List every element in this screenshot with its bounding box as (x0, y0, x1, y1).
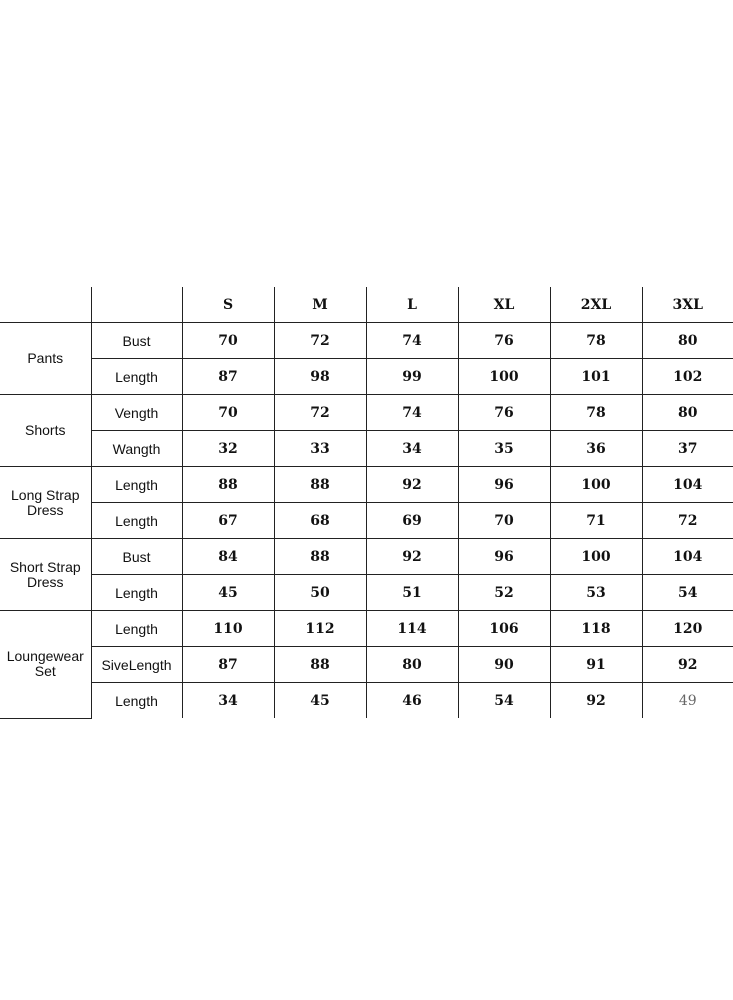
value-cell: 69 (366, 503, 458, 539)
value-cell: 99 (366, 359, 458, 395)
value-cell: 72 (274, 395, 366, 431)
value-cell: 35 (458, 431, 550, 467)
table-row (0, 683, 733, 719)
header-cell (91, 287, 182, 323)
value-cell: 45 (182, 575, 274, 611)
category-short-strap-dress: Short Strap Dress (0, 539, 91, 611)
measure-label: Bust (91, 539, 182, 575)
size-header-3xl: 3XL (642, 287, 733, 323)
value-cell: 112 (274, 611, 366, 647)
value-cell: 110 (182, 611, 274, 647)
value-cell: 53 (550, 575, 642, 611)
size-header-s: S (182, 287, 274, 323)
value-cell: 92 (366, 467, 458, 503)
value-cell: 106 (458, 611, 550, 647)
value-cell: 54 (458, 683, 550, 719)
size-header-xl: XL (458, 287, 550, 323)
value-cell: 96 (458, 539, 550, 575)
value-cell: 46 (366, 683, 458, 719)
value-cell: 114 (366, 611, 458, 647)
value-cell: 90 (458, 647, 550, 683)
value-cell: 87 (182, 359, 274, 395)
value-cell: 84 (182, 539, 274, 575)
value-cell: 68 (274, 503, 366, 539)
value-cell: 80 (366, 647, 458, 683)
value-cell: 50 (274, 575, 366, 611)
table-row (0, 647, 733, 683)
measure-label: Vength (91, 395, 182, 431)
value-cell: 88 (274, 539, 366, 575)
value-cell: 92 (642, 647, 733, 683)
measure-label: Length (91, 467, 182, 503)
table-row (0, 503, 733, 539)
value-cell: 54 (642, 575, 733, 611)
value-cell: 36 (550, 431, 642, 467)
value-cell: 88 (274, 647, 366, 683)
measure-label: Length (91, 611, 182, 647)
table-row (0, 467, 733, 503)
table-row (0, 359, 733, 395)
value-cell: 49 (678, 692, 697, 709)
value-cell: 34 (182, 683, 274, 719)
table-row (0, 431, 733, 467)
measure-label: Length (91, 503, 182, 539)
value-cell: 92 (366, 539, 458, 575)
value-cell: 78 (550, 395, 642, 431)
value-cell: 101 (550, 359, 642, 395)
value-cell: 37 (642, 431, 733, 467)
value-cell: 104 (642, 467, 733, 503)
measure-label: Length (91, 683, 182, 719)
header-row (0, 287, 733, 323)
size-header-2xl: 2XL (550, 287, 642, 323)
table-row (0, 575, 733, 611)
value-cell: 78 (550, 323, 642, 359)
value-cell: 32 (182, 431, 274, 467)
value-cell: 74 (366, 395, 458, 431)
value-cell: 52 (458, 575, 550, 611)
value-cell: 51 (366, 575, 458, 611)
value-cell: 33 (274, 431, 366, 467)
value-cell: 74 (366, 323, 458, 359)
category-pants: Pants (0, 323, 91, 395)
value-cell: 80 (642, 323, 733, 359)
measure-label: Wangth (91, 431, 182, 467)
value-cell: 70 (458, 503, 550, 539)
value-cell: 70 (182, 395, 274, 431)
size-chart-table (0, 287, 733, 719)
table-row (0, 323, 733, 359)
measure-label: Length (91, 575, 182, 611)
table-row (0, 611, 733, 647)
header-cell (0, 287, 91, 323)
value-cell: 102 (642, 359, 733, 395)
value-cell: 34 (366, 431, 458, 467)
value-cell: 67 (182, 503, 274, 539)
table-row (0, 395, 733, 431)
value-cell: 72 (642, 503, 733, 539)
value-cell: 76 (458, 323, 550, 359)
value-cell: 87 (182, 647, 274, 683)
measure-label: Bust (91, 323, 182, 359)
size-header-l: L (366, 287, 458, 323)
value-cell: 98 (274, 359, 366, 395)
value-cell: 45 (274, 683, 366, 719)
size-header-m: M (274, 287, 366, 323)
value-cell: 100 (550, 467, 642, 503)
value-cell: 91 (550, 647, 642, 683)
measure-label: Length (91, 359, 182, 395)
category-loungewear-set: Loungewear Set (0, 611, 91, 719)
value-cell: 92 (550, 683, 642, 719)
category-shorts: Shorts (0, 395, 91, 467)
value-cell: 71 (550, 503, 642, 539)
value-cell: 120 (642, 611, 733, 647)
value-cell: 88 (182, 467, 274, 503)
value-cell: 70 (182, 323, 274, 359)
value-cell: 100 (550, 539, 642, 575)
value-cell: 104 (642, 539, 733, 575)
value-cell: 76 (458, 395, 550, 431)
value-cell: 80 (642, 395, 733, 431)
measure-label: SiveLength (91, 647, 182, 683)
value-cell: 96 (458, 467, 550, 503)
value-cell: 100 (458, 359, 550, 395)
value-cell: 72 (274, 323, 366, 359)
category-long-strap-dress: Long Strap Dress (0, 467, 91, 539)
value-cell: 118 (550, 611, 642, 647)
value-cell: 88 (274, 467, 366, 503)
table-row (0, 539, 733, 575)
